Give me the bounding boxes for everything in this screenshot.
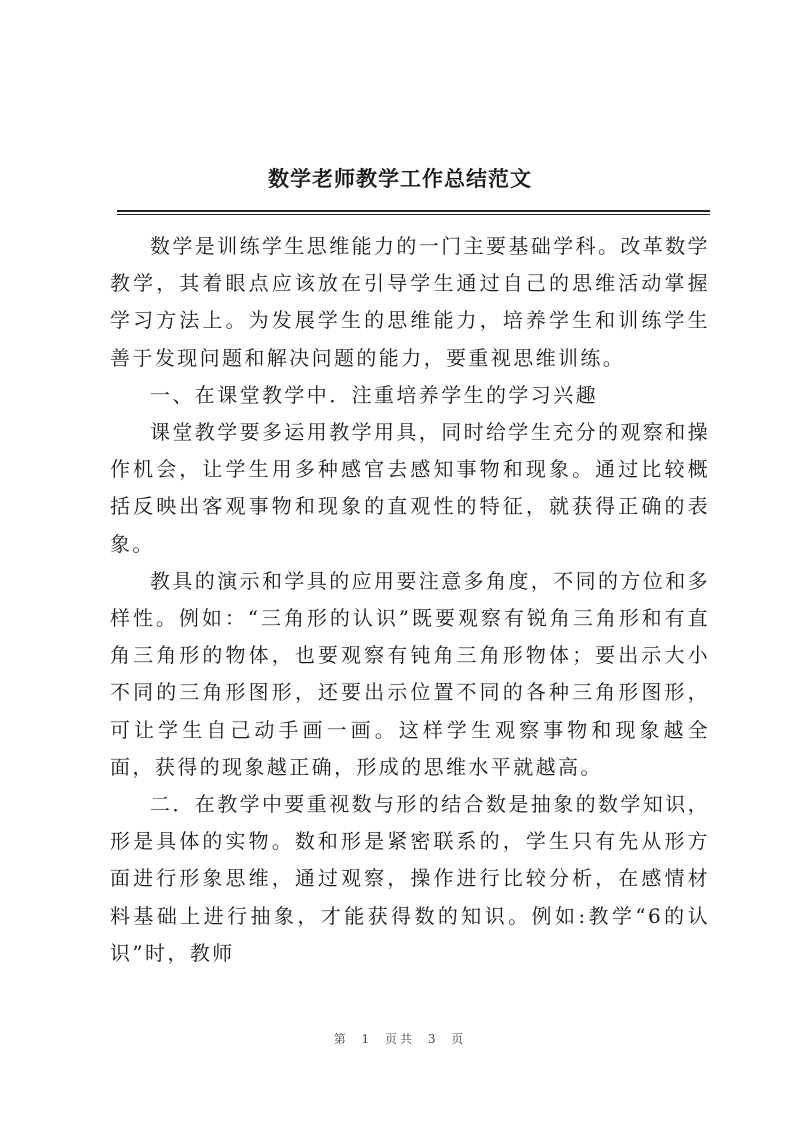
document-body <box>110 228 710 972</box>
title-divider-thin <box>117 214 710 215</box>
paragraph-teaching-aids: 教具的演示和学具的应用要注意多角度，不同的方位和多样性。例如：“三角形的认识”既要观察有锐角三角形和有直角三角形的物体，也要观察有钝角三角形物体；要出示大小不同的三角形图形，还要出示位置不同的各种三角形图形，可让学生自己动手画一画。这样学生观察事物和现象越全面，获得的现象越正确，形成的思维水平就越高。 <box>110 568 710 779</box>
paragraph-number-shape: 二．在教学中要重视数与形的结合数是抽象的数学知识，形是具体的实物。数和形是紧密联系的，学生只有先从形方面进行形象思维，通过观察，操作进行比较分析，在感情材料基础上进行抽象，才能获得数的知识。例如:教学“6的认识”时，教师 <box>110 792 710 965</box>
paragraph-intro: 数学是训练学生思维能力的一门主要基础学科。改革数学教学，其着眼点应该放在引导学生通过自己的思维活动掌握学习方法上。为发展学生的思维能力，培养学生和训练学生善于发现问题和解决问题的能力，要重视思维训练。 <box>110 234 710 370</box>
page-number-footer: 第 1 页共 3 页 <box>333 1032 467 1046</box>
document-title: 数学老师教学工作总结范文 <box>268 166 532 191</box>
paragraph-classroom: 课堂教学要多运用教学用具，同时给学生充分的观察和操作机会，让学生用多种感官去感知事物和现象。通过比较概括反映出客观事物和现象的直观性的特征，就获得正确的表象。 <box>110 420 710 556</box>
title-divider <box>117 210 710 212</box>
section-heading-1: 一、在课堂教学中．注重培养学生的学习兴趣 <box>150 382 598 407</box>
